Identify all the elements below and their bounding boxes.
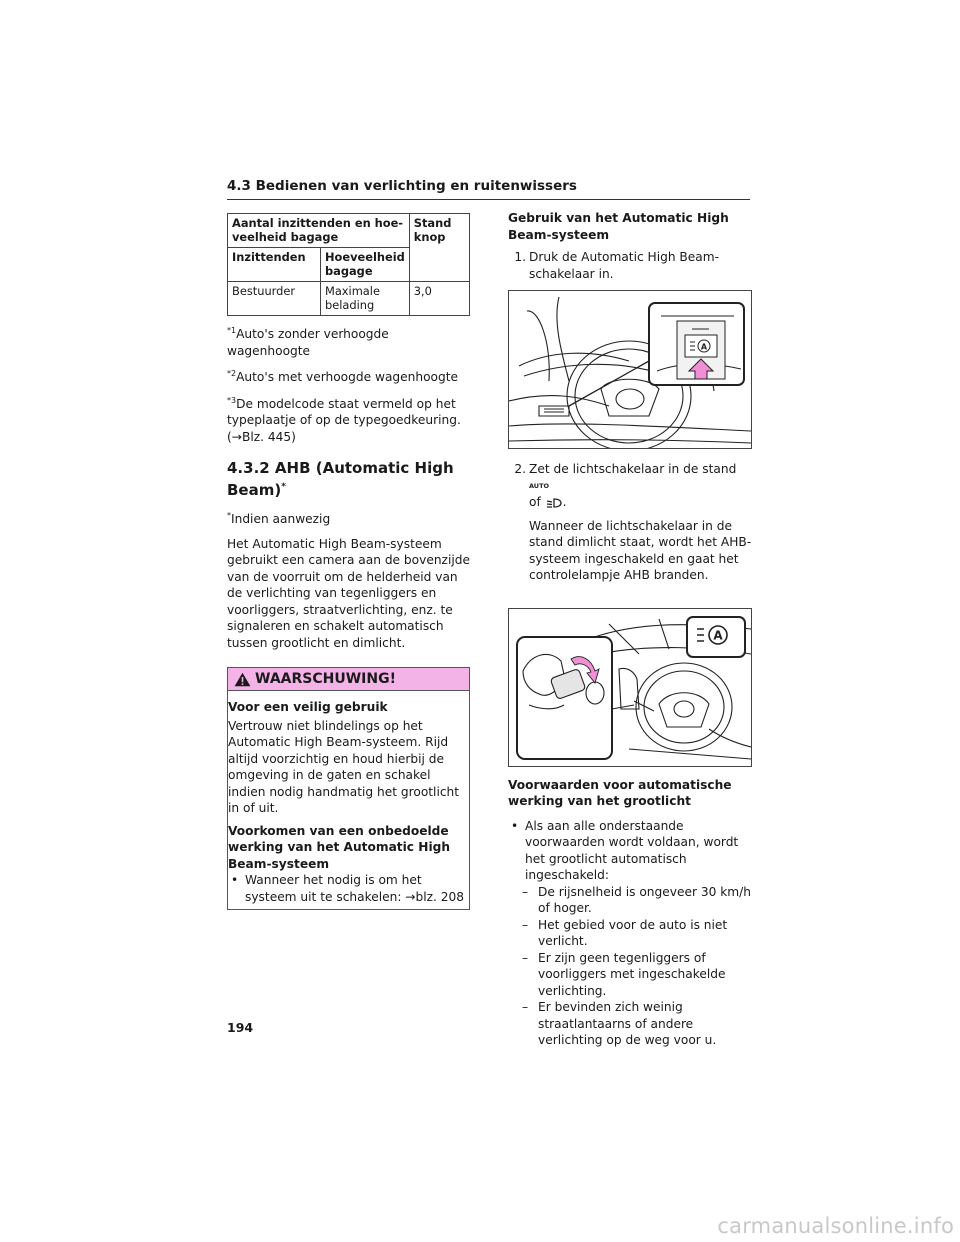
table-cell: Maximale belading <box>321 282 410 316</box>
intro-paragraph: Het Automatic High Beam-systeem gebruikt een camera aan de bovenzijde van de voorruit om de helderheid van de verlichting van tegenliggers en voorliggers, straatverlichting, enz. te signaleren en schakelt automatisch tussen grootlicht en dimlicht. <box>227 536 470 650</box>
section-title: 4.3.2 AHB (Automatic High Beam)* <box>227 459 454 499</box>
table-head-occupants-luggage: Aantal inzittenden en hoe-veelheid bagage <box>228 214 410 248</box>
ahb-indicator-callout <box>687 617 745 657</box>
svg-text:A: A <box>700 342 708 352</box>
auto-light-icon <box>529 480 549 492</box>
page-header: 4.3 Bedienen van verlichting en ruitenwissers <box>227 178 750 200</box>
warning-title: WAARSCHUWING! <box>255 670 396 687</box>
warning-box <box>227 667 470 910</box>
list-item: • Wanneer het nodig is om het systeem uit te schakelen: →blz. 208 <box>231 873 465 904</box>
list-item: – Er zijn geen tegenliggers of voorliggers met ingeschakelde verlichting. <box>522 950 726 998</box>
list-item: – Het gebied voor de auto is niet verlicht. <box>522 917 728 948</box>
right-column <box>508 210 752 1049</box>
usage-heading: Gebruik van het Automatic High Beam-systeem <box>508 211 729 242</box>
light-switch-illustration <box>508 608 752 767</box>
warning-paragraph: Vertrouw niet blindelings op het Automatic High Beam-systeem. Rijd altijd voorzichtig en houd hierbij de omgeving in de gaten en schakel indien nodig handmatig het grootlicht in of uit. <box>228 718 460 816</box>
list-item: • Als aan alle onderstaande voorwaarden wordt voldaan, wordt het grootlicht automatisch ingeschakeld: <box>511 818 739 882</box>
table-head-knob-position: Stand knop <box>409 214 469 282</box>
table-sub-luggage: Hoeveelheid bagage <box>321 248 410 282</box>
list-item: – Er bevinden zich weinig straatlantaarns of andere verlichting op de weg voor u. <box>522 1000 717 1047</box>
conditions-heading: Voorwaarden voor automatische werking van het grootlicht <box>508 777 732 808</box>
step-1: 1. Druk de Automatic High Beam-schakelaar in. <box>514 250 720 281</box>
warning-triangle-icon <box>234 672 251 687</box>
table-row <box>228 282 470 316</box>
low-beam-icon <box>545 497 563 509</box>
page-number: 194 <box>227 1020 254 1035</box>
load-table <box>227 213 470 316</box>
table-cell: Bestuurder <box>228 282 321 316</box>
ahb-switch-illustration <box>508 290 752 449</box>
watermark: carmanualsonline.info <box>717 1214 954 1238</box>
svg-text:AUTO: AUTO <box>529 482 549 490</box>
warning-heading: Voorkomen van een onbedoelde werking van het Automatic High Beam-systeem <box>228 823 451 871</box>
table-cell: 3,0 <box>409 282 469 316</box>
left-column <box>227 213 470 910</box>
svg-text:A: A <box>713 628 723 642</box>
warning-heading: Voor een veilig gebruik <box>228 700 388 715</box>
availability-note: *Indien aanwezig <box>227 511 331 527</box>
warning-title-bar <box>228 668 469 691</box>
footnote: $^{*3}$De modelcode staat vermeld op het typeplaatje of op de typegoedkeuring. (→Blz. 445) <box>227 395 461 444</box>
list-item: – De rijsnelheid is ongeveer 30 km/h of hoger. <box>522 884 751 915</box>
footnote: $^{*1}$Auto's zonder verhoogde wagenhoogte <box>227 325 389 358</box>
table-sub-occupants: Inzittenden <box>228 248 321 282</box>
step-2: 2. Zet de lichtschakelaar in de stand AUTO of . Wanneer de lichtschakelaar in de stand dimlicht staat, wordt het AHB-systeem ingeschakeld en gaat het controlelampje AHB branden. <box>514 462 752 582</box>
step-2-paragraph: Wanneer de lichtschakelaar in de stand dimlicht staat, wordt het AHB-systeem ingeschakeld en gaat het controlelampje AHB branden. <box>529 518 752 582</box>
footnote: $^{*2}$Auto's met verhoogde wagenhoogte <box>227 368 459 384</box>
